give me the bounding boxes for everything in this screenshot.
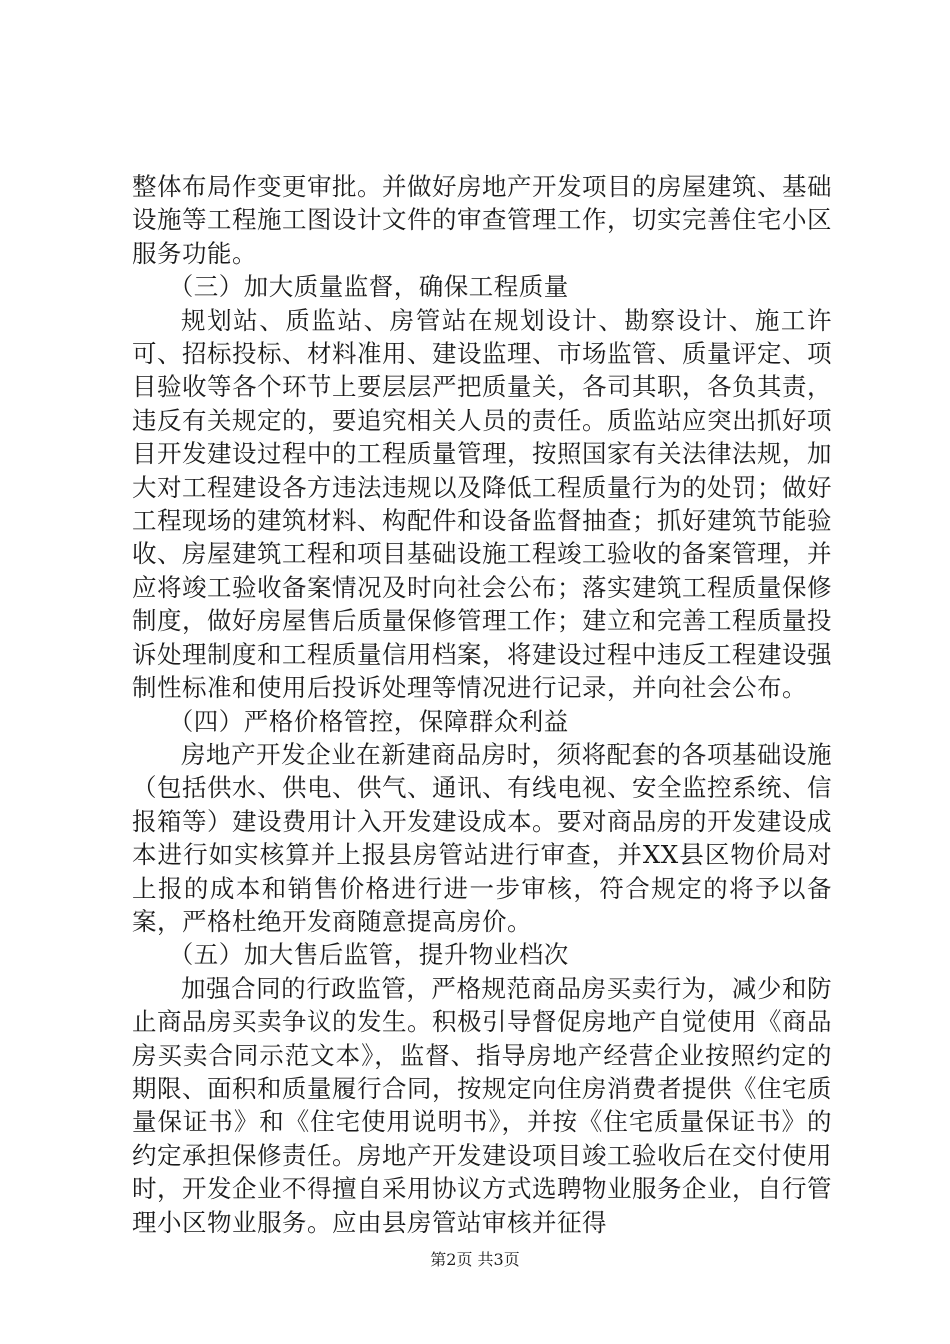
document-body	[132, 170, 832, 1239]
section-heading-3: （三）加大质量监督，确保工程质量	[168, 272, 569, 302]
page-number-label: 第2页 共3页	[430, 1250, 520, 1269]
section-heading-4: （四）严格价格管控，保障群众利益	[168, 706, 569, 736]
section-heading-5: （五）加大售后监管，提升物业档次	[168, 940, 569, 970]
paragraph-quality-supervision: 规划站、质监站、房管站在规划设计、勘察设计、施工许可、招标投标、材料准用、建设监理、市场监管、质量评定、项目验收等各个环节上要层层严把质量关，各司其职，各负其责，违反有关规定的，要追究相关人员的责任。质监站应突出抓好项目开发建设过程中的工程质量管理，按照国家有关法律法规，加大对工程建设各方违法违规以及降低工程质量行为的处罚；做好工程现场的建筑材料、构配件和设备监督抽查；抓好建筑节能验收、房屋建筑工程和项目基础设施工程竣工验收的备案管理，并应将竣工验收备案情况及时向社会公布；落实建筑工程质量保修制度，做好房屋售后质量保修管理工作；建立和完善工程质量投诉处理制度和工程质量信用档案，将建设过程中违反工程建设强制性标准和使用后投诉处理等情况进行记录，并向社会公布。	[132, 305, 832, 703]
paragraph-price-control: 房地产开发企业在新建商品房时，须将配套的各项基础设施（包括供水、供电、供气、通讯、有线电视、安全监控系统、信报箱等）建设费用计入开发建设成本。要对商品房的开发建设成本进行如实核算并上报县房管站进行审查，并XX县区物价局对上报的成本和销售价格进行进一步审核，符合规定的将予以备案，严格杜绝开发商随意提高房价。	[132, 739, 832, 936]
page-footer	[0, 1247, 950, 1270]
paragraph-continuation: 整体布局作变更审批。并做好房地产开发项目的房屋建筑、基础设施等工程施工图设计文件的审查管理工作，切实完善住宅小区服务功能。	[132, 172, 832, 268]
paragraph-after-sales: 加强合同的行政监管，严格规范商品房买卖行为，减少和防止商品房买卖争议的发生。积极引导督促房地产自觉使用《商品房买卖合同示范文本》，监督、指导房地产经营企业按照约定的期限、面积和质量履行合同，按规定向住房消费者提供《住宅质量保证书》和《住宅使用说明书》，并按《住宅质量保证书》的约定承担保修责任。房地产开发建设项目竣工验收后在交付使用时，开发企业不得擅自采用协议方式选聘物业服务企业，自行管理小区物业服务。应由县房管站审核并征得	[132, 973, 832, 1237]
